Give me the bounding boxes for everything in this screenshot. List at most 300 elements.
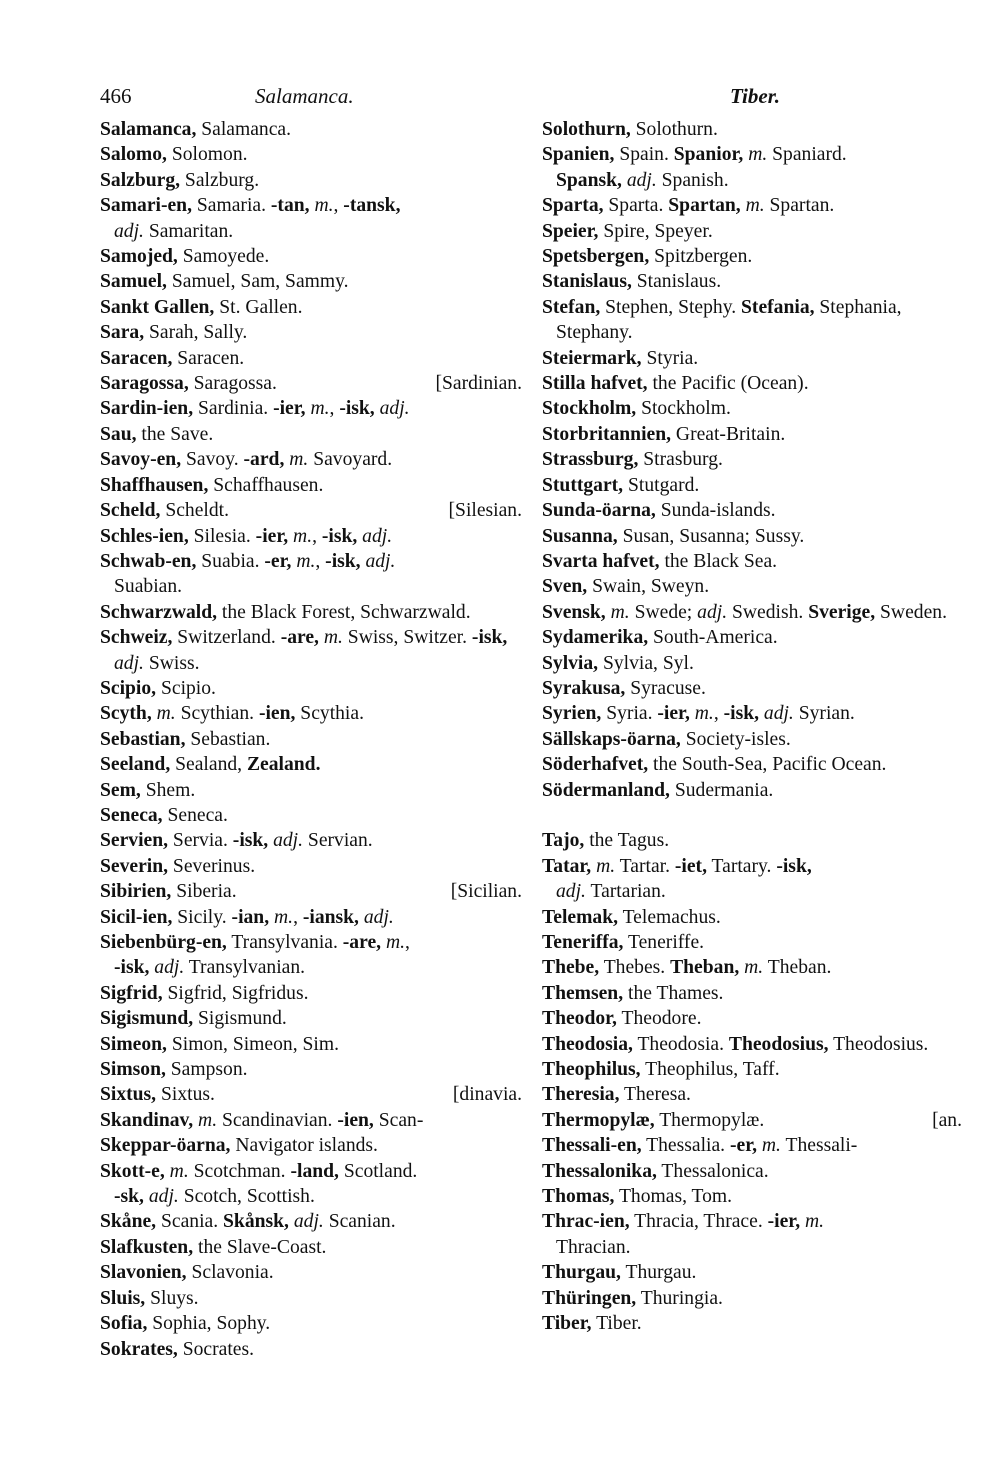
headword: Samuel,	[100, 271, 167, 293]
entry	[542, 701, 962, 726]
gloss: Seneca.	[162, 804, 228, 826]
headword: Sem,	[100, 779, 141, 801]
gloss: Sealand,	[170, 754, 247, 776]
headword: Thessalonika,	[542, 1160, 657, 1182]
entry	[100, 295, 522, 320]
grammar-abbr: m.	[381, 932, 405, 953]
gloss: Suabia.	[196, 550, 265, 572]
gloss: Scotch, Scottish.	[178, 1186, 315, 1208]
headword: Teneriffa,	[542, 931, 624, 953]
gloss: Saragossa.	[188, 373, 277, 395]
headword: Skott-e,	[100, 1160, 165, 1182]
headword: Scipio,	[100, 677, 157, 699]
grammar-abbr: adj.	[621, 169, 657, 191]
headword: Sigismund,	[100, 1008, 194, 1030]
entry	[100, 244, 522, 269]
gloss: Samuel, Sam, Sammy.	[166, 271, 349, 293]
headword: Sibirien,	[100, 881, 172, 903]
derivative: -are,	[342, 932, 382, 953]
grammar-abbr: adj.	[114, 220, 144, 242]
gloss: Thurgau.	[620, 1262, 697, 1284]
headword: Sällskaps-öarna,	[542, 728, 681, 750]
headword: Thebe,	[542, 957, 600, 979]
gloss: Stanislaus.	[631, 271, 722, 293]
entry	[542, 1184, 962, 1209]
gloss: Sebastian.	[185, 728, 271, 750]
gloss: Teneriffe.	[623, 931, 705, 953]
headword: Svensk,	[542, 601, 606, 623]
derivative: -isk,	[321, 525, 358, 547]
headword: Themsen,	[542, 982, 624, 1004]
entry	[542, 1108, 962, 1133]
gloss: Spanish.	[656, 169, 729, 191]
entry	[542, 396, 962, 421]
entry	[542, 346, 962, 371]
headword: Samari-en,	[100, 195, 192, 217]
gloss: Theban.	[763, 957, 832, 979]
gloss: Syria.	[601, 703, 658, 725]
carryover-fragment: [an.	[932, 1109, 962, 1131]
grammar-abbr: adj.	[268, 830, 304, 852]
headword: Syrien,	[542, 703, 602, 725]
gloss: Scotchman.	[188, 1160, 291, 1182]
headword: Slavonien,	[100, 1262, 187, 1284]
entry	[542, 473, 962, 498]
gloss: Siberia.	[171, 881, 237, 903]
headword: Stilla hafvet,	[542, 373, 648, 395]
derivative: -tansk,	[343, 195, 401, 217]
gloss: Samaria.	[191, 195, 271, 217]
headword: Tiber,	[542, 1313, 592, 1335]
entry	[542, 1057, 962, 1082]
derivative: -are,	[280, 627, 319, 649]
headword: Simson,	[100, 1059, 166, 1081]
derivative: -ian,	[231, 906, 270, 928]
grammar-abbr: adj.	[360, 550, 396, 572]
grammar-abbr: adj.	[114, 652, 144, 674]
entry	[100, 1311, 522, 1336]
gloss: Simon, Simeon, Sim.	[166, 1033, 339, 1055]
derivative: -er,	[264, 550, 292, 572]
gloss: the Thames.	[623, 982, 724, 1004]
gloss: Sluys.	[145, 1287, 199, 1309]
grammar-abbr: adj.	[143, 1186, 179, 1208]
headword: Simeon,	[100, 1033, 167, 1055]
gloss: Solothurn.	[630, 119, 718, 140]
gloss: Thracian.	[556, 1236, 631, 1258]
headword: Severin,	[100, 855, 169, 877]
entry	[100, 1006, 522, 1031]
headword: Salamanca,	[100, 119, 197, 140]
grammar-abbr: adj.	[697, 601, 728, 623]
headword: Sicil-ien,	[100, 906, 173, 928]
derivative: -isk,	[114, 957, 150, 979]
headword: Theresia,	[542, 1084, 620, 1106]
gloss: Transylvanian.	[184, 957, 306, 979]
grammar-abbr: m.	[605, 601, 630, 623]
entry	[100, 752, 522, 777]
derivative: -isk,	[471, 627, 508, 649]
gloss: Theodosius.	[828, 1033, 929, 1055]
headword: Sofia,	[100, 1313, 148, 1335]
grammar-abbr: adj.	[288, 1211, 324, 1233]
headword: Siebenbürg-en,	[100, 932, 227, 953]
headword: Sankt Gallen,	[100, 296, 215, 318]
entry	[100, 269, 522, 294]
grammar-abbr: adj.	[149, 957, 185, 979]
headword: Saragossa,	[100, 373, 189, 395]
entry	[542, 1159, 962, 1184]
gloss: ,	[293, 906, 303, 928]
entry	[542, 930, 962, 955]
derivative: Theodosius,	[728, 1033, 829, 1055]
derivative: Spanior,	[673, 144, 744, 166]
section-gap	[542, 803, 962, 828]
entry	[100, 168, 522, 193]
gloss: Theodosia.	[632, 1033, 729, 1055]
entry	[100, 625, 522, 676]
headword: Spetsbergen,	[542, 246, 650, 268]
gloss: ,	[405, 932, 410, 953]
gloss: Scandinavian.	[217, 1109, 338, 1131]
gloss: Sicily.	[172, 906, 232, 928]
headword: Thüringen,	[542, 1287, 637, 1309]
gloss: the Black Forest, Schwarzwald.	[217, 601, 471, 623]
entry	[100, 1032, 522, 1057]
gloss: Stockholm.	[636, 398, 731, 420]
gloss: Scan-	[373, 1109, 424, 1131]
entry	[542, 981, 962, 1006]
gloss: Syracuse.	[625, 677, 706, 699]
derivative: -land,	[290, 1160, 339, 1182]
gloss: Styria.	[641, 347, 699, 369]
grammar-abbr: adj.	[556, 881, 586, 903]
grammar-abbr: m.	[164, 1160, 189, 1182]
gloss: Servian.	[303, 830, 373, 852]
headword: Sunda-öarna,	[542, 500, 656, 522]
gloss: Solomon.	[166, 144, 248, 166]
gloss: Spire, Speyer.	[598, 220, 713, 242]
gloss: Scania.	[156, 1211, 224, 1233]
gloss: ,	[315, 550, 326, 572]
entry	[100, 803, 522, 828]
entry	[542, 142, 962, 193]
gloss: Samaritan.	[143, 220, 234, 242]
headword: Skåne,	[100, 1211, 157, 1233]
headword: Susanna,	[542, 525, 618, 547]
entry	[542, 651, 962, 676]
derivative: -isk,	[232, 830, 269, 852]
gloss: Swedish.	[727, 601, 809, 623]
grammar-abbr: adj.	[358, 906, 394, 928]
gloss: Samoyede.	[177, 246, 270, 268]
entry	[542, 828, 962, 853]
entry	[542, 447, 962, 472]
grammar-abbr: m.	[800, 1211, 825, 1233]
gloss: the Slave-Coast.	[193, 1236, 327, 1258]
gloss: Sunda-islands.	[655, 500, 776, 522]
gloss: St. Gallen.	[214, 296, 303, 318]
gloss: Spain.	[614, 144, 674, 166]
entry	[542, 1311, 962, 1336]
headword: Söderhafvet,	[542, 754, 649, 776]
gloss: Stephania, Stephany.	[556, 296, 902, 344]
derivative: -sk,	[114, 1186, 144, 1208]
gloss: Sweden.	[875, 601, 947, 623]
headword: Stanislaus,	[542, 271, 632, 293]
headword: Storbritannien,	[542, 423, 672, 445]
entry	[100, 778, 522, 803]
gloss: Thessali-	[780, 1135, 858, 1157]
gloss: Great-Britain.	[671, 423, 786, 445]
entry	[100, 447, 522, 472]
gloss: Tartar.	[615, 855, 675, 877]
gloss: ,	[329, 398, 340, 420]
entry	[100, 930, 522, 981]
entry	[542, 1286, 962, 1311]
derivative: -tan,	[270, 195, 310, 217]
entry	[542, 1209, 962, 1260]
gloss: Sixtus.	[156, 1084, 215, 1106]
headword: Skandinav,	[100, 1109, 194, 1131]
derivative: -isk,	[339, 398, 375, 420]
gloss: the South-Sea, Pacific Ocean.	[648, 754, 887, 776]
headword: Sigfrid,	[100, 982, 163, 1004]
entry	[100, 142, 522, 167]
headword: Sau,	[100, 423, 137, 445]
headword: Salzburg,	[100, 169, 181, 191]
entry	[542, 727, 962, 752]
derivative: -iet,	[674, 855, 707, 877]
entry	[542, 549, 962, 574]
headword: Theophilus,	[542, 1059, 641, 1081]
headword: Sara,	[100, 322, 145, 344]
headword: Seneca,	[100, 804, 163, 826]
entry	[100, 981, 522, 1006]
headword: Servien,	[100, 830, 169, 852]
gloss: Suabian.	[114, 576, 183, 598]
grammar-abbr: m.	[318, 627, 343, 649]
entry	[100, 1337, 522, 1362]
gloss: Scipio.	[156, 677, 216, 699]
headword: Thessali-en,	[542, 1135, 642, 1157]
entry	[542, 269, 962, 294]
gloss: Stutgard.	[623, 474, 700, 496]
gloss: Savoy.	[181, 449, 244, 471]
entry	[542, 219, 962, 244]
gloss: Swede;	[629, 601, 698, 623]
entry	[100, 346, 522, 371]
gloss: Thessalonica.	[656, 1160, 769, 1182]
headword: Tajo,	[542, 830, 585, 852]
headword: Samojed,	[100, 246, 178, 268]
gloss: Socrates.	[177, 1338, 255, 1360]
derivative: -ard,	[243, 449, 285, 471]
headword: Schwarzwald,	[100, 601, 218, 623]
headword: Solothurn,	[542, 119, 631, 140]
gloss: ,	[713, 703, 724, 725]
entry	[542, 1133, 962, 1158]
entry	[542, 117, 962, 142]
derivative: Stefania,	[741, 296, 815, 318]
headword: Tatar,	[542, 855, 592, 877]
gloss: Severinus.	[168, 855, 256, 877]
entry	[542, 905, 962, 930]
gloss: Susan, Susanna; Sussy.	[617, 525, 805, 547]
headword: Skeppar-öarna,	[100, 1135, 231, 1157]
entry	[100, 879, 522, 904]
gloss: Tiber.	[591, 1313, 642, 1335]
headword: Scheld,	[100, 500, 161, 522]
grammar-abbr: m.	[743, 144, 768, 166]
headword: Strassburg,	[542, 449, 639, 471]
grammar-abbr: m.	[689, 703, 714, 725]
derivative: -isk,	[776, 855, 812, 877]
grammar-abbr: m.	[305, 398, 330, 420]
gloss: Scanian.	[323, 1211, 396, 1233]
gloss: Telemachus.	[618, 906, 721, 928]
grammar-abbr: m.	[740, 195, 765, 217]
entry	[542, 676, 962, 701]
headword: Sydamerika,	[542, 627, 649, 649]
entry	[100, 1209, 522, 1234]
entry	[542, 371, 962, 396]
entry	[542, 625, 962, 650]
headword: Sardin-ien,	[100, 398, 194, 420]
left-column	[100, 117, 522, 1362]
headword: Thrac-ien,	[542, 1211, 630, 1233]
derivative: -ier,	[255, 525, 289, 547]
grammar-abbr: m.	[288, 525, 313, 547]
entry	[542, 524, 962, 549]
gloss: Stephen, Stephy.	[600, 296, 742, 318]
entry	[542, 854, 962, 905]
derivative: -ier,	[657, 703, 690, 725]
headword: Thomas,	[542, 1186, 615, 1208]
derivative: -ien,	[337, 1109, 374, 1131]
gloss: Scotland.	[338, 1160, 418, 1182]
entry	[100, 549, 522, 600]
gloss: Sampson.	[165, 1059, 248, 1081]
gloss: Switzerland.	[172, 627, 281, 649]
gloss: Scythian.	[175, 703, 259, 725]
gloss: Shem.	[140, 779, 196, 801]
headword: Schweiz,	[100, 627, 173, 649]
headword: Spanien,	[542, 144, 615, 166]
entry	[542, 1082, 962, 1107]
gloss: Savoyard.	[308, 449, 393, 471]
entry	[542, 1006, 962, 1031]
gloss: Theodore.	[616, 1008, 702, 1030]
entry	[100, 396, 522, 421]
gloss: Sudermania.	[669, 779, 774, 801]
gloss: Spartan.	[764, 195, 835, 217]
entry	[542, 422, 962, 447]
entry	[100, 1286, 522, 1311]
entry	[542, 752, 962, 777]
derivative: -ien,	[258, 703, 296, 725]
headword: Salomo,	[100, 144, 167, 166]
gloss: Thuringia.	[636, 1287, 723, 1309]
header-left-title: Salamanca.	[255, 84, 354, 108]
entry	[542, 1032, 962, 1057]
headword: Slafkusten,	[100, 1236, 194, 1258]
entry	[542, 193, 962, 218]
grammar-abbr: m.	[757, 1135, 781, 1157]
entry	[100, 854, 522, 879]
gloss: Thracia, Thrace.	[629, 1211, 768, 1233]
gloss: Thessalia.	[641, 1135, 730, 1157]
gloss: Scheldt.	[160, 500, 230, 522]
headword: Theodor,	[542, 1008, 617, 1030]
headword: Savoy-en,	[100, 449, 182, 471]
grammar-abbr: m.	[151, 703, 176, 725]
entry	[100, 1235, 522, 1260]
entry	[100, 701, 522, 726]
entry	[100, 1082, 522, 1107]
headword: Sluis,	[100, 1287, 146, 1309]
grammar-abbr: adj.	[357, 525, 393, 547]
entry	[100, 320, 522, 345]
derivative: Spansk,	[556, 169, 622, 191]
gloss: Tartarian.	[585, 881, 666, 903]
entry	[542, 600, 962, 625]
gloss: Theresa.	[619, 1084, 691, 1106]
grammar-abbr: m.	[284, 449, 309, 471]
gloss: the Black Sea.	[659, 550, 778, 572]
headword: Telemak,	[542, 906, 619, 928]
entry	[542, 778, 962, 803]
gloss: Salamanca.	[196, 119, 292, 140]
derivative: -iansk,	[302, 906, 359, 928]
gloss: Schaffhausen.	[208, 474, 324, 496]
entry	[542, 1260, 962, 1285]
gloss: the Tagus.	[584, 830, 670, 852]
headword: Sven,	[542, 576, 588, 598]
grammar-abbr: m.	[193, 1109, 218, 1131]
derivative: -isk,	[325, 550, 361, 572]
headword: Sparta,	[542, 195, 604, 217]
gloss: Sigismund.	[193, 1008, 287, 1030]
grammar-abbr: adj.	[374, 398, 410, 420]
headword: Speier,	[542, 220, 599, 242]
grammar-abbr: m.	[291, 550, 316, 572]
entry	[100, 1057, 522, 1082]
headword: Sixtus,	[100, 1084, 157, 1106]
gloss: Salzburg.	[180, 169, 260, 191]
gloss: Swiss.	[143, 652, 200, 674]
gloss: Society-isles.	[680, 728, 791, 750]
headword: Svarta hafvet,	[542, 550, 660, 572]
gloss: Strasburg.	[638, 449, 723, 471]
right-column	[542, 117, 962, 1336]
entry	[100, 600, 522, 625]
entry	[542, 244, 962, 269]
gloss: Thebes.	[599, 957, 671, 979]
gloss: Sclavonia.	[186, 1262, 274, 1284]
gloss: Swain, Sweyn.	[587, 576, 710, 598]
gloss: Thomas, Tom.	[614, 1186, 733, 1208]
derivative: Zealand.	[246, 754, 321, 776]
entry	[542, 955, 962, 980]
entry	[100, 524, 522, 549]
derivative: -ier,	[273, 398, 306, 420]
entry	[100, 371, 522, 396]
gloss: the Save.	[136, 423, 214, 445]
header-right-title: Tiber.	[730, 84, 780, 108]
gloss: Sarah, Sally.	[144, 322, 248, 344]
gloss: Saracen.	[172, 347, 245, 369]
